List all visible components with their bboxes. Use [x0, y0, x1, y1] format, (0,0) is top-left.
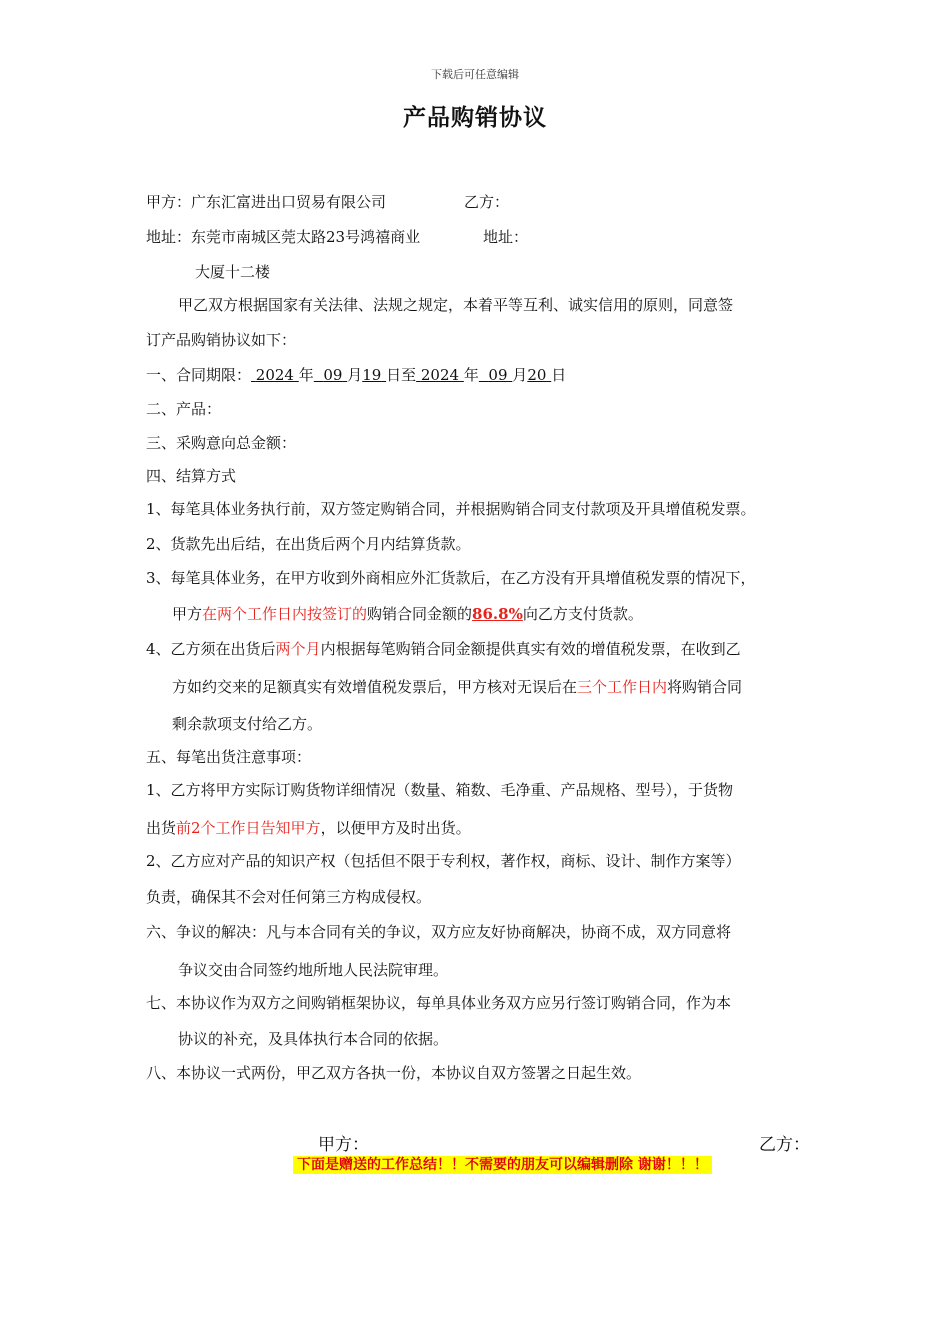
party-a-name: 广东汇富进出口贸易有限公司: [191, 193, 387, 211]
party-a-line: [146, 192, 386, 212]
party-b-label: 乙方：: [464, 193, 510, 211]
section-5-item-1-line2: [146, 818, 471, 838]
text-segment: 4、乙方须在出货后: [146, 640, 276, 658]
text-segment: 方如约交来的足额真实有效增值税发票后，甲方核对无误后在: [172, 678, 578, 696]
section-4-item-3-line1: 3、每笔具体业务，在甲方收到外商相应外汇货款后，在乙方没有开具增值税发票的情况下，: [146, 569, 756, 587]
section-7-line2: 协议的补充，及具体执行本合同的依据。: [178, 1030, 449, 1048]
month-char: 月: [347, 366, 363, 384]
gift-notice-banner: 下面是赠送的工作总结！！不需要的朋友可以编辑删除 谢谢！！！: [293, 1156, 712, 1174]
term-end-month: 09: [488, 366, 508, 384]
year-char: 年: [298, 366, 314, 384]
party-a-address-label: 地址：: [146, 228, 192, 246]
term-end-year: 2024: [420, 366, 460, 384]
text-segment: 购销合同金额的: [367, 605, 473, 623]
section-4-item-4-line3: 剩余款项支付给乙方。: [172, 715, 323, 733]
header-note: 下载后可任意编辑: [431, 68, 519, 81]
day-char: 日: [551, 366, 567, 384]
signature-party-b: 乙方：: [759, 1135, 810, 1155]
party-a-address-line1: 东莞市南城区莞太路23号鸿禧商业: [191, 228, 421, 246]
day-to-char: 日至: [386, 366, 417, 384]
section-4-item-4-line1: [146, 639, 741, 659]
text-segment: 出货: [146, 819, 177, 837]
section-5: 五、每笔出货注意事项：: [146, 748, 312, 766]
party-a-address-line2: 大厦十二楼: [195, 263, 271, 281]
party-a-label: 甲方：: [146, 193, 192, 211]
section-7-line1: 七、本协议作为双方之间购销框架协议，每单具体业务双方应另行签订购销合同，作为本: [146, 994, 732, 1012]
highlight-text: 前2个工作日告知甲方: [176, 819, 321, 837]
party-b-address-label: 地址：: [483, 228, 529, 246]
party-a-address: [146, 227, 420, 247]
section-4-item-4-line2: [172, 677, 742, 697]
section-4-item-3-line2: [172, 604, 643, 624]
signature-party-a: 甲方：: [318, 1135, 369, 1155]
highlight-text: 三个工作日内: [577, 678, 668, 696]
text-segment: 向乙方支付货款。: [522, 605, 643, 623]
text-segment: 将购销合同: [667, 678, 743, 696]
section-3: 三、采购意向总金额：: [146, 434, 297, 452]
document-title: 产品购销协议: [403, 105, 547, 131]
term-end-day: 20: [527, 366, 547, 384]
year-char: 年: [463, 366, 479, 384]
month-char: 月: [512, 366, 528, 384]
term-label: 一、合同期限：: [146, 366, 252, 384]
text-segment: 内根据每笔购销合同金额提供真实有效的增值税发票，在收到乙: [320, 640, 741, 658]
highlight-text: 两个月: [275, 640, 321, 658]
section-5-item-1-line1: 1、乙方将甲方实际订购货物详细情况（数量、箱数、毛净重、产品规格、型号），于货物: [146, 781, 734, 799]
highlight-text: 在两个工作日内按签订的: [202, 605, 368, 623]
section-8: 八、本协议一式两份，甲乙双方各执一份，本协议自双方签署之日起生效。: [146, 1064, 642, 1082]
percentage-value: 86.8%: [472, 605, 523, 623]
text-segment: 甲方: [172, 605, 203, 623]
section-6-line2: 争议交由合同签约地所地人民法院审理。: [178, 961, 449, 979]
contract-term: [146, 365, 566, 385]
text-segment: ，以便甲方及时出货。: [320, 819, 471, 837]
section-6-line1: 六、争议的解决：凡与本合同有关的争议，双方应友好协商解决，协商不成，双方同意将: [146, 923, 732, 941]
term-start-year: 2024: [255, 366, 294, 384]
section-4: 四、结算方式: [146, 467, 237, 485]
section-4-item-1: 1、每笔具体业务执行前，双方签定购销合同，并根据购销合同支付款项及开具增值税发票。: [146, 500, 756, 518]
term-start-day: 19: [362, 366, 382, 384]
section-4-item-2: 2、货款先出后结，在出货后两个月内结算货款。: [146, 535, 471, 553]
section-2: 二、产品：: [146, 400, 222, 418]
section-5-item-2-line1: 2、乙方应对产品的知识产权（包括但不限于专利权，著作权，商标、设计、制作方案等）: [146, 852, 741, 870]
term-start-month: 09: [323, 366, 343, 384]
intro-line2: 订产品购销协议如下：: [146, 331, 297, 349]
intro-line1: 甲乙双方根据国家有关法律、法规之规定，本着平等互利、诚实信用的原则，同意签: [178, 296, 734, 314]
section-5-item-2-line2: 负责，确保其不会对任何第三方构成侵权。: [146, 888, 432, 906]
